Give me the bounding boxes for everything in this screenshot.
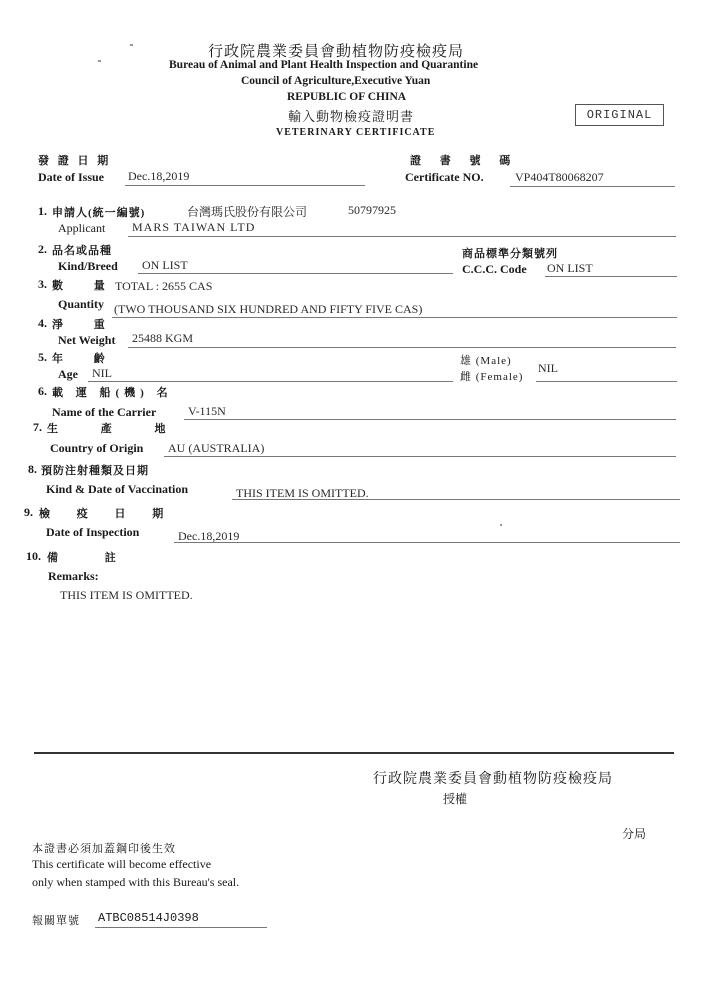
ccc-value: ON LIST [547,261,593,275]
vaccination-value: THIS ITEM IS OMITTED. [236,486,369,500]
field-number: 1. [38,204,47,218]
applicant-value: MARS TAIWAN LTD [132,220,256,234]
underline [164,456,676,457]
underline [510,186,675,187]
certificate-no-value: VP404T80068207 [515,170,604,184]
net-weight-label-en: Net Weight [58,333,116,347]
origin-value: AU (AUSTRALIA) [168,441,265,455]
agency-title-en: Bureau of Animal and Plant Health Inspection and Quarantine [169,59,479,71]
original-stamp [575,104,664,126]
origin-label-en: Country of Origin [50,441,144,455]
female-label: 雌 (Female) [460,371,524,383]
underline [174,542,680,543]
male-label: 雄 (Male) [460,355,512,367]
quantity-label-zh: 數 量 [52,280,119,292]
seal-note-en-1: This certificate will become effective [32,857,212,871]
kind-value: ON LIST [142,258,188,272]
field-number: 2. [38,242,47,256]
footer-branch-zh: 分局 [622,827,647,841]
underline [138,273,453,274]
kind-label-zh: 品名或品種 [52,245,112,257]
certificate-title-zh: 輸入動物檢疫證明書 [288,109,415,124]
inspection-value: Dec.18,2019 [178,529,240,543]
field-number: 6. [38,384,47,398]
issue-date-label-zh: 發 證 日 期 [38,155,112,167]
age-label-en: Age [58,367,78,381]
customs-no-value: ATBC08514J0398 [98,911,199,925]
original-label: ORIGINAL [586,108,653,122]
issue-date-value: Dec.18,2019 [128,169,190,183]
field-number: 3. [38,277,47,291]
age-label-zh: 年 齡 [52,353,119,365]
field-number: 5. [38,350,47,364]
underline [112,317,677,318]
underline [184,419,676,420]
applicant-id: 50797925 [348,203,396,217]
underline [128,347,676,348]
ccc-label-en: C.C.C. Code [462,262,527,276]
vaccination-label-en: Kind & Date of Vaccination [46,482,189,496]
certificate-no-label-zh: 證 書 號 碼 [410,155,519,167]
scan-speck [500,524,502,526]
underline [545,276,677,277]
field-number: 4. [38,316,47,330]
field-number: 10. [26,549,41,563]
footer-separator [34,752,674,754]
applicant-label-en: Applicant [58,221,106,235]
inspection-label-zh: 檢 疫 日 期 [39,508,176,520]
age-value: NIL [92,366,112,380]
remarks-label-en: Remarks: [48,569,99,583]
sex-value: NIL [538,361,558,375]
origin-label-zh: 生 產 地 [47,423,186,435]
underline [128,236,676,237]
quantity-label-en: Quantity [58,297,105,311]
council-title: Council of Agriculture,Executive Yuan [241,75,431,87]
carrier-label-en: Name of the Carrier [52,405,157,419]
field-number: 9. [24,505,33,519]
faint-stamp-mark [592,10,684,48]
footer-bureau-zh: 行政院農業委員會動植物防疫檢疫局 [373,772,613,787]
country-title: REPUBLIC OF CHINA [287,91,407,103]
vaccination-label-zh: 預防注射種類及日期 [41,465,149,477]
carrier-label-zh: 載 運 船(機) 名 [52,387,173,399]
seal-note-zh: 本證書必須加蓋鋼印後生效 [32,843,176,855]
certificate-title-en: VETERINARY CERTIFICATE [276,127,436,138]
underline [95,927,267,928]
underline [232,499,680,500]
certificate-no-label-en: Certificate NO. [405,170,484,184]
seal-note-en-2: only when stamped with this Bureau's seal. [32,875,240,889]
applicant-label-zh: 申請人(統一編號) [52,207,146,219]
carrier-value: V-115N [188,404,226,418]
remarks-value: THIS ITEM IS OMITTED. [60,588,193,602]
applicant-value-zh: 台灣瑪氏股份有限公司 [187,205,308,219]
field-number: 7. [33,420,42,434]
field-number: 8. [28,462,37,476]
footer-authorized-zh: 授權 [443,792,468,806]
issue-date-label-en: Date of Issue [38,170,104,184]
ccc-label-zh: 商品標準分類號列 [462,248,558,260]
inspection-label-en: Date of Inspection [46,525,140,539]
underline [536,381,677,382]
agency-title-zh: 行政院農業委員會動植物防疫檢疫局 [208,44,465,60]
underline [88,381,453,382]
remarks-label-zh: 備 註 [47,552,138,564]
kind-label-en: Kind/Breed [58,259,118,273]
net-weight-label-zh: 淨 重 [52,319,119,331]
quantity-value: (TWO THOUSAND SIX HUNDRED AND FIFTY FIVE CAS) [114,302,423,316]
scan-speck [98,60,101,62]
customs-no-label-zh: 報關單號 [32,915,80,927]
underline [125,185,365,186]
quantity-total: TOTAL : 2655 CAS [115,279,213,293]
scan-speck [130,44,133,46]
net-weight-value: 25488 KGM [132,331,194,345]
